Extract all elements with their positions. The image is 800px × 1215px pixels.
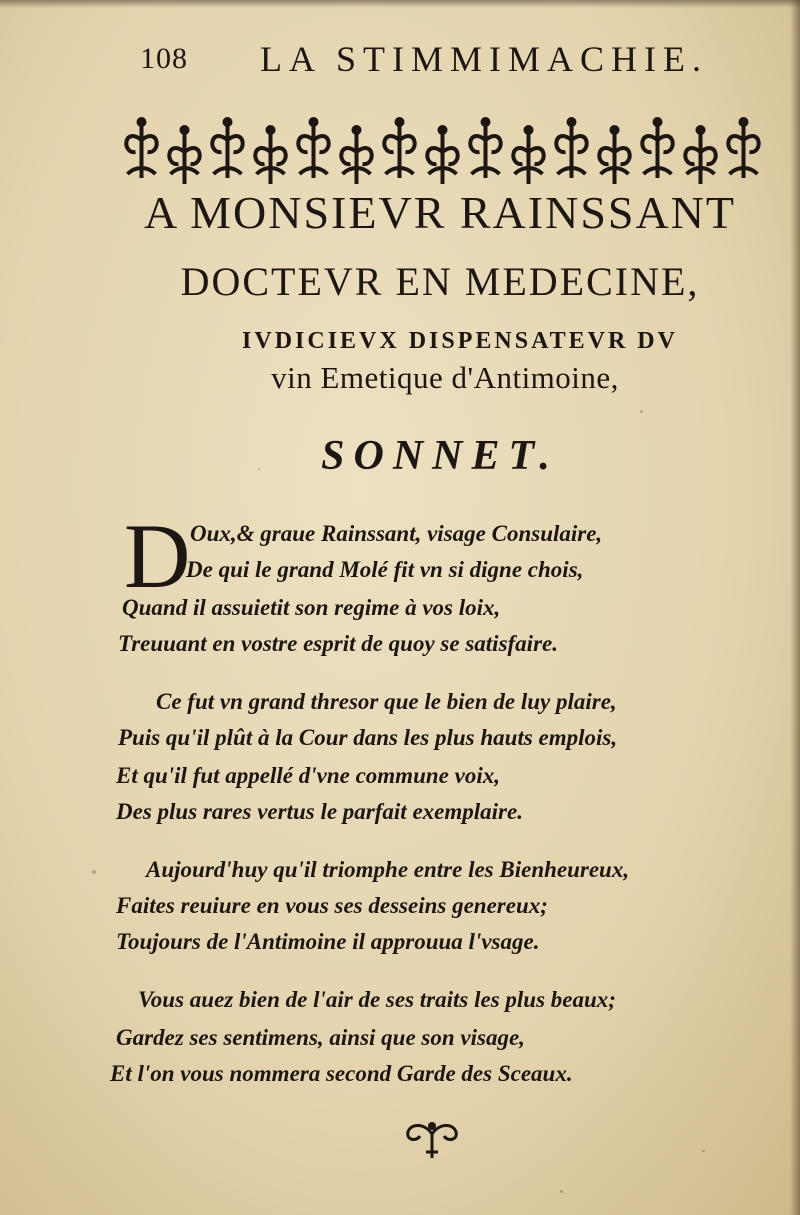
fleuron-motif (427, 125, 457, 184)
fleuron-motif (384, 117, 414, 178)
page-top-shadow (0, 0, 800, 8)
fleuron-motif (642, 117, 672, 178)
fleuron-motif (470, 117, 500, 178)
dedication-title-line-1: A MONSIEVR RAINSSANT (143, 187, 737, 238)
fleuron-motif (169, 125, 199, 184)
verse-line: Treuuant en vostre esprit de quoy se satisfaire. (118, 631, 558, 656)
fleuron-motif (298, 117, 328, 178)
verse-line: Quand il assuietit son regime à vos loix, (122, 595, 501, 620)
dedication-title-line-3: IVDICIЕVX DISPENSATEVR DV (242, 328, 678, 354)
page-right-edge (790, 0, 800, 1215)
verse-line: Et qu'il fut appellé d'vne commune voix, (116, 763, 500, 788)
verse-line: Oux,& graue Rainssant, visage Consulaire, (190, 521, 603, 546)
fleuron-band-ornament (120, 112, 765, 188)
page-number: 108 (140, 42, 188, 75)
running-head (140, 36, 709, 86)
fleuron-motif (728, 117, 758, 178)
sonnet-heading: SONNET. (321, 433, 559, 479)
dedication-title-line-2: DOCTEVR EN MEDECINE, (180, 259, 700, 304)
verse-line: Gardez ses sentimens, ainsi que son visage, (116, 1025, 525, 1050)
fleuron-motif (599, 125, 629, 184)
fleuron-motif (513, 125, 543, 184)
drop-cap: D (124, 505, 191, 607)
verse-line: Ce fut vn grand thresor que le bien de luy plaire, (156, 689, 617, 714)
verse-line: Vous auez bien de l'air de ses traits les plus beaux; (138, 987, 616, 1012)
verse-line: Toujours de l'Antimoine il approuua l'vsage. (116, 929, 540, 954)
verse-line: Puis qu'il plût à la Cour dans les plus hauts emplois, (118, 725, 618, 750)
verse-line: Aujourd'huy qu'il triomphe entre les Bienheureux, (146, 857, 630, 882)
dedication-title-line-4: vin Emetique d'Antimoine, (271, 360, 619, 395)
fleuron-motif (212, 117, 242, 178)
fleuron-tailpiece-icon (402, 1118, 462, 1162)
fleuron-motif (341, 125, 371, 184)
running-title: LA STIMMIMACHIE. (260, 39, 709, 79)
verse-line: Et l'on vous nommera second Garde des Sceaux. (110, 1061, 573, 1086)
fleuron-motif (685, 125, 715, 184)
verse-line: Des plus rares vertus le parfait exemplaire. (116, 799, 523, 824)
fleuron-motif (126, 117, 156, 178)
fleuron-motif (556, 117, 586, 178)
fleuron-motif (255, 125, 285, 184)
verse-line: Faites reuiure en vous ses desseins genereux; (116, 893, 548, 918)
verse-line: De qui le grand Molé fit vn si digne chois, (186, 557, 584, 582)
